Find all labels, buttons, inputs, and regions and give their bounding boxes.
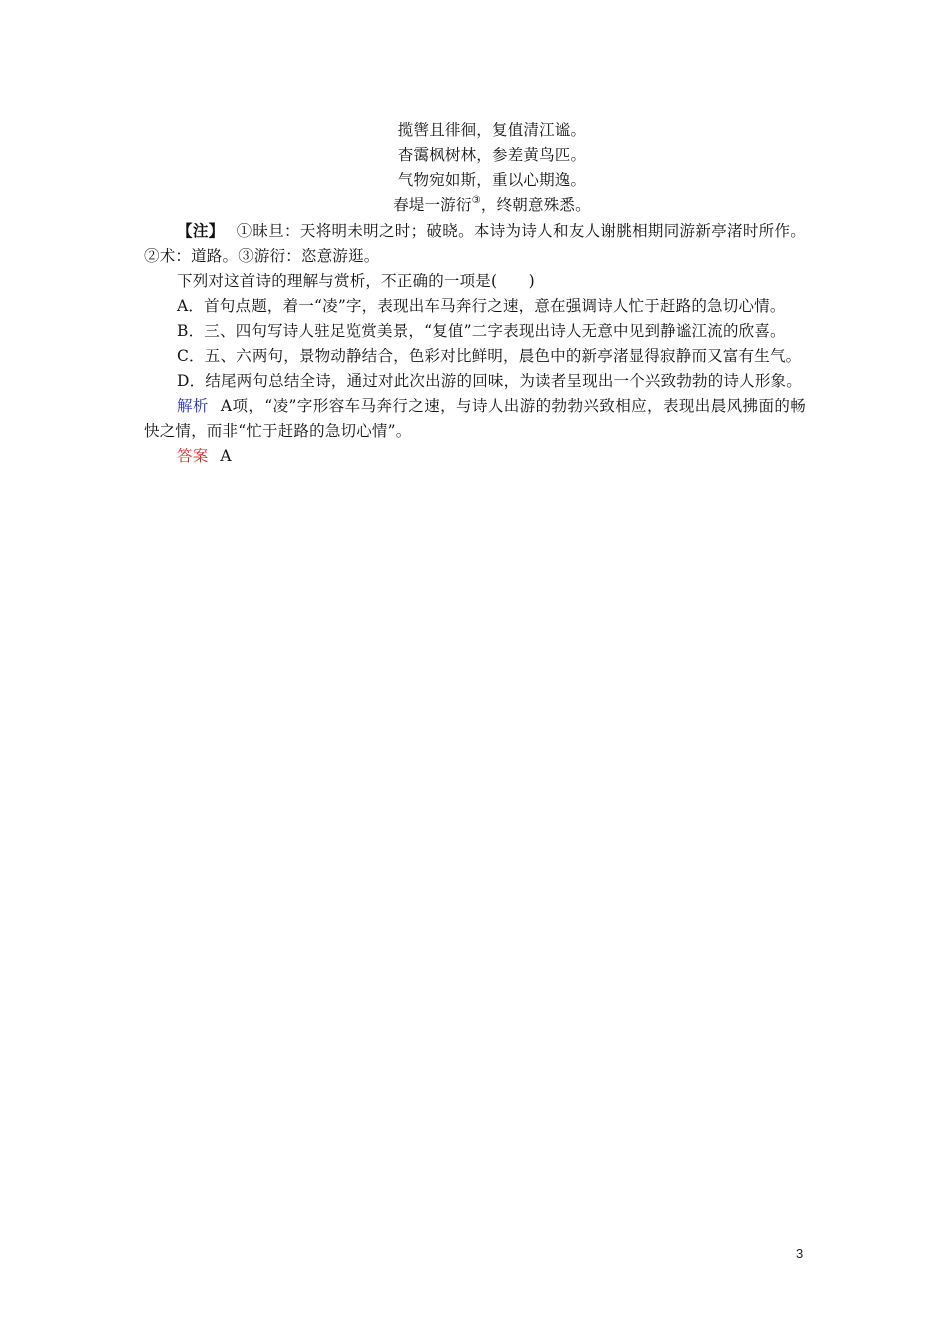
analysis-text: A项，“凌”字形容车马奔行之速，与诗人出游的勃勃兴致相应，表现出晨风拂面的畅快之情，而非“忙于赶路的急切心情”。 (144, 397, 806, 440)
answer-value: A (220, 447, 232, 465)
question-stem: 下列对这首诗的理解与赏析，不正确的一项是( ) (177, 272, 535, 290)
page-content (144, 118, 806, 469)
analysis-paragraph (144, 394, 806, 444)
poem-line: 气物宛如斯，重以心期逸。 (397, 171, 587, 189)
poem-line: 揽辔且徘徊，复值清江谧。 (397, 121, 587, 139)
option-b: B．三、四句写诗人驻足览赏美景，“复值”二字表现出诗人无意中见到静谧江流的欣喜。 (177, 322, 786, 340)
answer-label: 答案 (177, 447, 209, 465)
poem-line-4-end: ，终朝意殊悉。 (480, 196, 591, 214)
option-a: A．首句点题，着一“凌”字，表现出车马奔行之速，意在强调诗人忙于赶路的急切心情。 (177, 297, 786, 315)
note-paragraph (144, 218, 806, 269)
option-d: D．结尾两句总结全诗，通过对此次出游的回味，为读者呈现出一个兴致勃勃的诗人形象。 (177, 372, 802, 390)
poem-line-4-start: 春堤一游衍 (393, 196, 472, 214)
poem-line-4 (178, 193, 806, 218)
note-label: 【注】 (177, 221, 225, 240)
analysis-label: 解析 (177, 397, 209, 415)
note-text: ①昧旦：天将明未明之时；破晓。本诗为诗人和友人谢朓相期同游新亭渚时所作。②术：道路。③游衍：恣意游逛。 (144, 222, 806, 265)
poem (144, 118, 806, 218)
footnote-marker: ③ (471, 194, 481, 206)
poem-line: 杳霭枫树林，参差黄鸟匹。 (397, 146, 587, 164)
page-number: 3 (796, 1246, 804, 1261)
option-c: C．五、六两句，景物动静结合，色彩对比鲜明，晨色中的新亭渚显得寂静而又富有生气。 (177, 347, 802, 365)
answer-paragraph (144, 444, 806, 469)
